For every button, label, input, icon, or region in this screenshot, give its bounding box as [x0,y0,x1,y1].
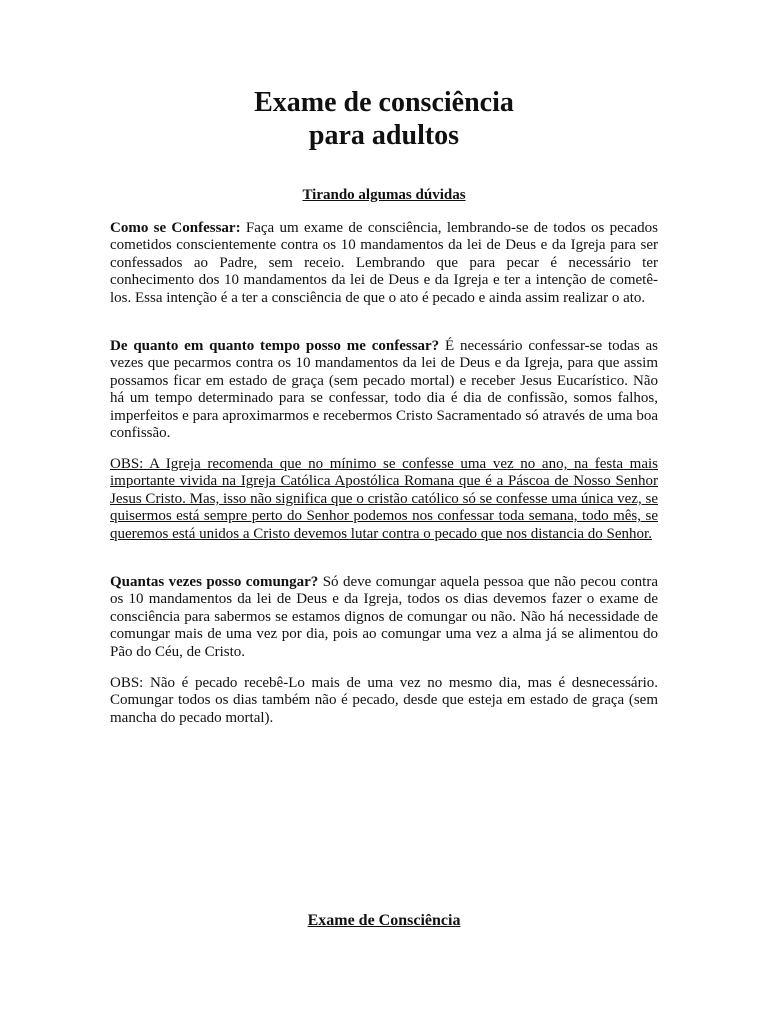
section-subtitle: Tirando algumas dúvidas [302,187,466,203]
paragraph-how-to-confess [110,220,658,307]
paragraph-lead: Como se Confessar: [110,220,241,236]
paragraph-how-often-communion [110,574,658,661]
paragraph-text: OBS: Não é pecado recebê-Lo mais de uma vez no mesmo dia, mas é desnecessário. Comungar todos os dias também não é pecado, desde que esteja em estado de graça (sem mancha do pecado mortal). [110,675,658,726]
paragraph-obs-communion [110,675,658,727]
paragraph-lead: Quantas vezes posso comungar? [110,574,319,590]
paragraph-text: É necessário confessar-se todas as vezes que pecarmos contra os 10 mandamentos da lei de Deus e da Igreja, para que assim possamos ficar em estado de graça (sem pecado mortal) e receber Jesus Eucarístico. Não há um tempo determinado para se confessar, todo dia é dia de confissão, somos falhos, imperfeitos e para aproximarmos e recebermos Cristo Sacramentado só através de uma boa confissão. [110,338,658,442]
section-heading-exame: Exame de Consciência [307,912,461,929]
paragraph-text: Faça um exame de consciência, lembrando-se de todos os pecados cometidos conscientemente contra os 10 mandamentos da lei de Deus e da Igreja para ser confessados ao Padre, sem receio. Lembrando que para pecar é necessário ter conhecimento dos 10 mandamentos da lei de Deus e da Igreja e ter a intenção de cometê-los. Essa intenção é a ter a consciência de que o ato é pecado e ainda assim realizar o ato. [110,220,658,306]
paragraph-obs-confession [110,456,658,543]
paragraph-text: Só deve comungar aquela pessoa que não pecou contra os 10 mandamentos da lei de Deus e da Igreja, todos os dias devemos fazer o exame de consciência para sabermos se estamos dignos de comungar ou não. Não há necessidade de comungar mais de uma vez por dia, pois ao comungar uma vez a alma já se alimentou do Pão do Céu, de Cristo. [110,574,658,660]
paragraph-how-often-confess [110,338,658,442]
title-line-2: para adultos [308,120,460,151]
paragraph-lead: De quanto em quanto tempo posso me confessar? [110,338,440,354]
paragraph-text: OBS: A Igreja recomenda que no mínimo se confesse uma vez no ano, na festa mais importante vivida na Igreja Católica Apostólica Romana que é a Páscoa de Nosso Senhor Jesus Cristo. Mas, isso não significa que o cristão católico só se confesse uma única vez, se quisermos está sempre perto do Senhor podemos nos confessar toda semana, todo mês, se queremos está unidos a Cristo devemos lutar contra o pecado que nos distancia do Senhor. [110,456,658,542]
title-line-1: Exame de consciência [254,87,514,118]
document-title [0,86,768,152]
